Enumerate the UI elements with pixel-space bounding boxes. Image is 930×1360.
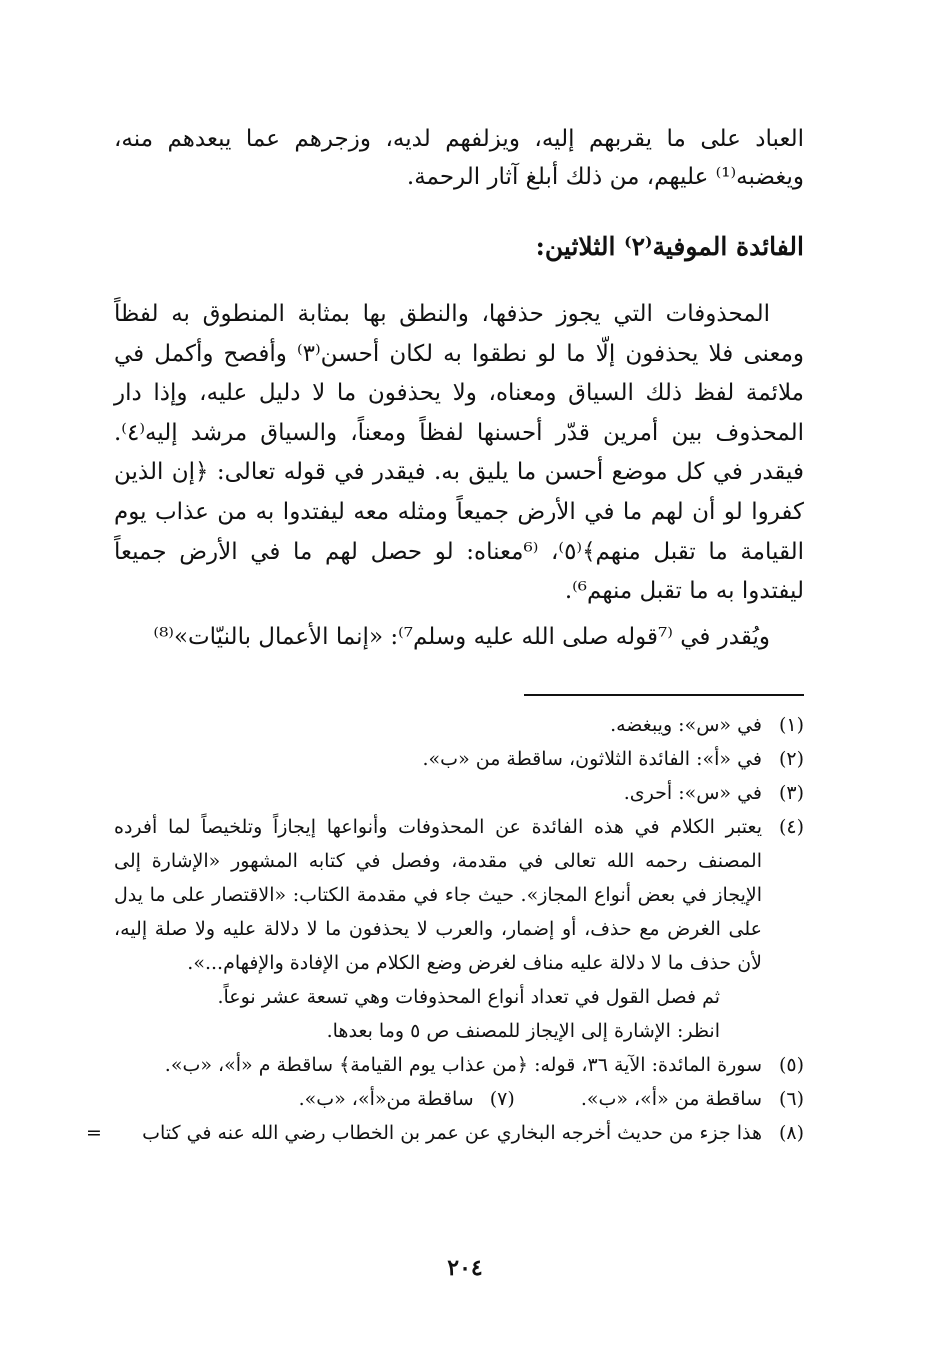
footnote-number: (٤): [778, 816, 804, 838]
footnote-number: (١): [778, 714, 804, 736]
page-number: ٢٠٤: [447, 1255, 483, 1281]
footnote-4: [114, 810, 804, 980]
footnote-text: انظر: الإشارة إلى الإيجاز للمصنف ص ٥ وما بعدها.: [326, 1020, 720, 1042]
paragraph-2-text: المحذوفات التي يجوز حذفها، والنطق بها بمثابة المنطوق به لفظاً ومعنى فلا يحذفون إلّا ما لو نطقوا به لكان أحسن⁽٣⁾ وأفصح وأكمل في ملائمة لفظ ذلك السياق ومعناه، ولا يحذفون ما لا دليل عليه، وإذا دار المحذوف بين أمرين قدّر أحسنها لفظاً ومعناً، والسياق مرشد إليه⁽٤⁾. فيقدر في كل موضع أحسن ما يليق به. فيقدر في قوله تعالى: ﴿إن الذين كفروا لو أن لهم ما في الأرض جميعاً ومثله معه ليفتدوا به من عذاب يوم القيامة ما تقبل منهم﴾⁽٥⁾، ⁽⁶معناه: لو حصل لهم ما في الأرض جميعاً ليفتدوا به ما تقبل منهم⁶⁾.: [114, 301, 805, 605]
footnote-8: [86, 1116, 804, 1150]
footnote-number: (٨): [778, 1122, 804, 1144]
heading-text: الفائدة الموفية⁽٢⁾ الثلاثين:: [535, 232, 804, 261]
body-paragraph-2: [114, 295, 804, 612]
paragraph-1-text: العباد على ما يقربهم إليه، ويزلفهم لديه، وزجرهم عما يبعدهم منه، ويغضبه⁽¹⁾ عليهم، من ذلك أبلغ آثار الرحمة.: [114, 126, 804, 190]
body-paragraph-1: [114, 120, 804, 196]
footnote-number: (٣): [778, 782, 804, 804]
section-heading: [114, 228, 804, 266]
footnote-text: في «س»: ويبغضه.: [610, 714, 762, 736]
footnote-4-continuation: [114, 980, 804, 1014]
footnote-text: ساقطة من «أ»، «ب».: [580, 1088, 762, 1110]
footnote-number: (٥): [778, 1054, 804, 1076]
footnote-number: (٦): [778, 1088, 804, 1110]
footnote-text: هذا جزء من حديث أخرجه البخاري عن عمر بن الخطاب رضي الله عنه في كتاب: [142, 1122, 762, 1144]
footnote-number: (٢): [778, 748, 804, 770]
footnote-text: في «أ»: الفائدة الثلاثون، ساقطة من «ب».: [422, 748, 762, 770]
footnote-text: ساقطة من«أ»، «ب».: [298, 1088, 474, 1110]
paragraph-3-text: ويُقدر في ⁽⁷قوله صلى الله عليه وسلم⁷⁾: «إنما الأعمال بالنيّات»⁽⁸⁾: [153, 624, 770, 650]
footnote-5: [114, 1048, 804, 1082]
continuation-mark: =: [86, 1122, 102, 1144]
footnote-7: [299, 1082, 515, 1116]
footnote-1: [114, 708, 804, 742]
footnote-3: [114, 776, 804, 810]
footnote-2: [114, 742, 804, 776]
footnote-separator: [524, 694, 804, 696]
footnote-number: (٧): [489, 1088, 515, 1110]
body-paragraph-3: [114, 618, 804, 656]
footnote-text: في «س»: أحرى.: [623, 782, 762, 804]
footnotes: [86, 708, 804, 1150]
footnote-text: سورة المائدة: الآية ٣٦، قوله: ﴿من عذاب يوم القيامة﴾ ساقطة م «أ»، «ب».: [164, 1054, 762, 1076]
footnote-6-7: [114, 1082, 804, 1116]
footnote-4-reference: [114, 1014, 804, 1048]
footnote-text: يعتبر الكلام في هذه الفائدة عن المحذوفات وأنواعها إيجازاً وتلخيصاً لما أفرده المصنف رحمه الله تعالى في مقدمة، وفصل في كتابه المشهور «الإشارة إلى الإيجاز في بعض أنواع المجاز». حيث جاء في مقدمة الكتاب: «الاقتصار على ما يدل على الغرض مع حذف، أو إضمار، والعرب لا يحذفون ما لا دلالة عليه ولا صلة إليه، لأن حذف ما لا دلالة عليه مناف لغرض وضع الكلام من الإفادة والإفهام...».: [114, 816, 762, 974]
footnote-text: ثم فصل القول في تعداد أنواع المحذوفات وهي تسعة عشر نوعاً.: [217, 986, 720, 1008]
